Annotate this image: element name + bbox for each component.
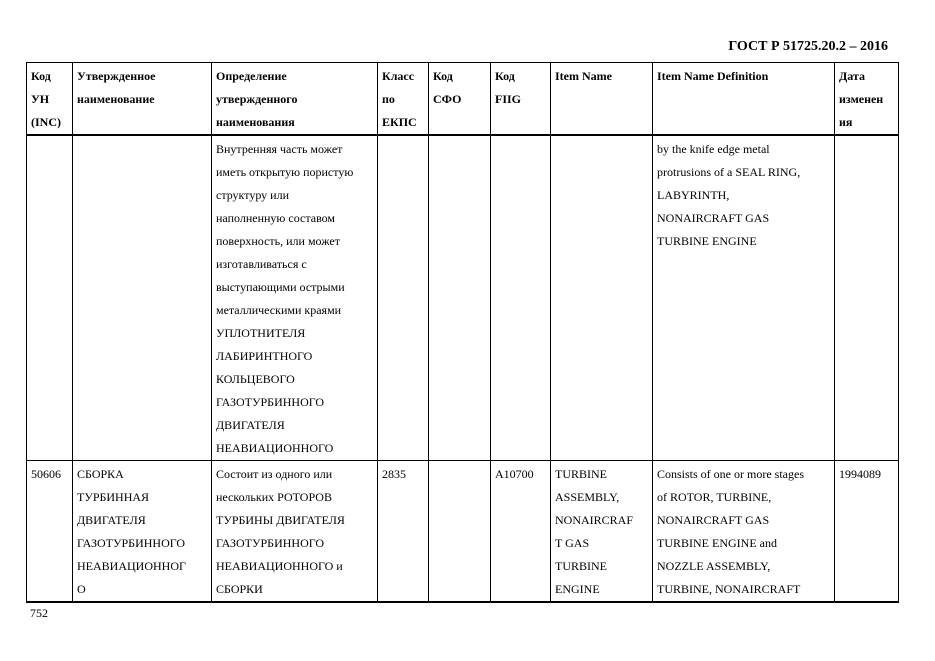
- header-class: Класс по ЕКПС: [378, 63, 429, 136]
- cell-text-line: TURBINE ENGINE: [657, 234, 757, 248]
- cell-text-line: NONAIRCRAFT GAS: [657, 513, 770, 527]
- cell-text-line: by the knife edge metal: [657, 142, 770, 156]
- cell-text-line: ДВИГАТЕЛЯ: [77, 513, 146, 527]
- cell-text-line: ЛАБИРИНТНОГО: [216, 349, 313, 363]
- header-item-definition: Item Name Definition: [653, 63, 835, 136]
- cell-text-line: изготавливаться с: [216, 257, 307, 271]
- cell-item-definition: [653, 135, 835, 461]
- cell-text-line: КОЛЬЦЕВОГО: [216, 372, 295, 386]
- cell-inc: [27, 461, 73, 603]
- header-approved-name: Утвержденное наименование: [73, 63, 212, 136]
- cell-text-line: Внутренняя часть может: [216, 142, 343, 156]
- cell-item-name: [551, 461, 653, 603]
- cell-class: [378, 461, 429, 603]
- cell-definition: [212, 135, 378, 461]
- header-date: Дата изменен ия: [835, 63, 899, 136]
- cell-text-line: наполненную составом: [216, 211, 336, 225]
- cell-text-line: TURBINE, NONAIRCRAFT: [657, 582, 801, 596]
- cell-text-line: of ROTOR, TURBINE,: [657, 490, 772, 504]
- cell-text-line: ASSEMBLY,: [555, 490, 620, 504]
- cell-text-line: 1994089: [839, 467, 881, 481]
- cell-text-line: УПЛОТНИТЕЛЯ: [216, 326, 306, 340]
- cell-text-line: TURBINE: [555, 467, 607, 481]
- cell-text-line: NONAIRCRAFT GAS: [657, 211, 770, 225]
- cell-approved-name: [73, 461, 212, 603]
- cell-text-line: СБОРКИ: [216, 582, 263, 596]
- cell-text-line: НЕАВИАЦИОННОГ: [77, 559, 186, 573]
- cell-text-line: Consists of one or more stages: [657, 467, 804, 481]
- cell-item-name: [551, 135, 653, 461]
- cell-text-line: 50606: [31, 467, 61, 481]
- cell-date: [835, 461, 899, 603]
- cell-text-line: выступающими острыми: [216, 280, 345, 294]
- cell-text-line: ENGINE: [555, 582, 600, 596]
- header-fiig: Код FIIG: [491, 63, 551, 136]
- header-item-name: Item Name: [551, 63, 653, 136]
- cell-text-line: Состоит из одного или: [216, 467, 333, 481]
- cell-text-line: нескольких РОТОРОВ: [216, 490, 332, 504]
- cell-text-line: LABYRINTH,: [657, 188, 730, 202]
- cell-text-line: NOZZLE ASSEMBLY,: [657, 559, 771, 573]
- cell-text-line: TURBINE: [555, 559, 607, 573]
- cell-fiig: [491, 135, 551, 461]
- cell-date: [835, 135, 899, 461]
- header-row: [27, 63, 899, 136]
- cell-text-line: ТУРБИНЫ ДВИГАТЕЛЯ: [216, 513, 345, 527]
- cell-text-line: 2835: [382, 467, 406, 481]
- header-sfo: Код СФО: [429, 63, 491, 136]
- table-row: [27, 135, 899, 461]
- cell-item-definition: [653, 461, 835, 603]
- cell-text-line: T GAS: [555, 536, 590, 550]
- cell-sfo: [429, 461, 491, 603]
- page-number: 752: [30, 606, 48, 620]
- cell-approved-name: [73, 135, 212, 461]
- catalog-table: [26, 62, 899, 603]
- table-row: [27, 461, 899, 603]
- header-definition: Определение утвержденного наименования: [212, 63, 378, 136]
- cell-text-line: иметь открытую пористую: [216, 165, 354, 179]
- cell-class: [378, 135, 429, 461]
- document-code: ГОСТ Р 51725.20.2 – 2016: [728, 39, 888, 54]
- header-inc: Код УН (INC): [27, 63, 73, 136]
- cell-inc: [27, 135, 73, 461]
- cell-text-line: О: [77, 582, 86, 596]
- cell-text-line: A10700: [495, 467, 534, 481]
- cell-text-line: поверхность, или может: [216, 234, 340, 248]
- cell-text-line: TURBINE ENGINE and: [657, 536, 777, 550]
- cell-text-line: НЕАВИАЦИОННОГО и: [216, 559, 343, 573]
- cell-text-line: НЕАВИАЦИОННОГО: [216, 441, 334, 455]
- cell-text-line: protrusions of a SEAL RING,: [657, 165, 801, 179]
- cell-text-line: структуру или: [216, 188, 289, 202]
- cell-text-line: ГАЗОТУРБИННОГО: [216, 395, 325, 409]
- cell-text-line: металлическими краями: [216, 303, 342, 317]
- cell-fiig: [491, 461, 551, 603]
- cell-text-line: СБОРКА: [77, 467, 124, 481]
- cell-text-line: NONAIRCRAF: [555, 513, 634, 527]
- cell-text-line: ГАЗОТУРБИННОГО: [216, 536, 325, 550]
- cell-definition: [212, 461, 378, 603]
- cell-sfo: [429, 135, 491, 461]
- cell-text-line: ДВИГАТЕЛЯ: [216, 418, 285, 432]
- cell-text-line: ГАЗОТУРБИННОГО: [77, 536, 186, 550]
- cell-text-line: ТУРБИННАЯ: [77, 490, 150, 504]
